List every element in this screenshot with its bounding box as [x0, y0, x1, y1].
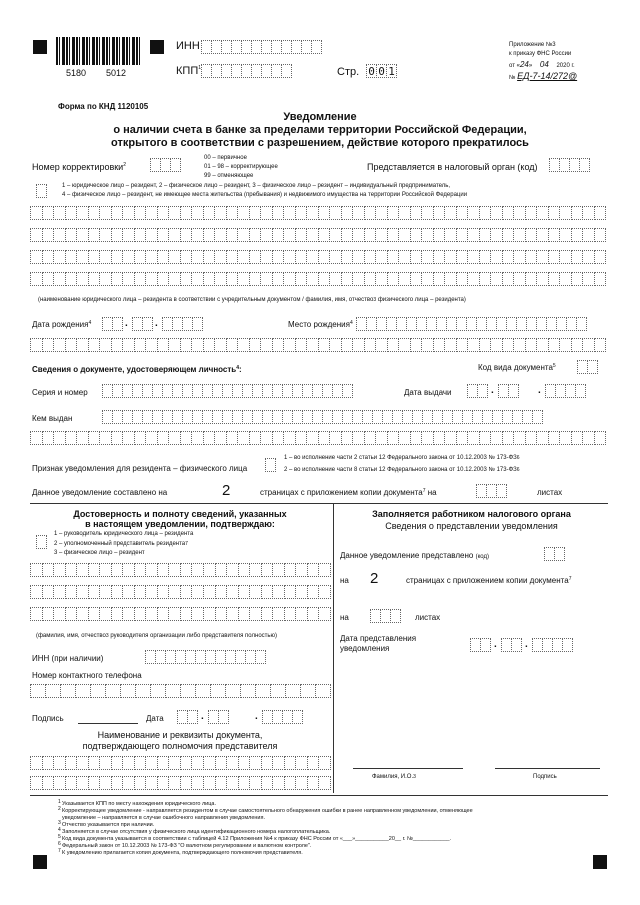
fio-row-1[interactable]	[30, 563, 330, 577]
confirm-role-cell[interactable]	[36, 535, 46, 549]
footnote	[62, 815, 602, 822]
left-date-dot: .	[201, 711, 204, 722]
identity-sup: 4	[236, 365, 239, 371]
footnote	[58, 848, 602, 857]
signature-line[interactable]	[78, 723, 138, 724]
right-pages-text-wrap	[406, 576, 571, 585]
fio-row-2[interactable]	[30, 585, 330, 599]
appendix-year: 2020 г.	[556, 63, 575, 69]
section-divider	[30, 503, 608, 504]
name-caption	[38, 297, 466, 303]
issue-year-cells[interactable]	[545, 384, 585, 398]
sign-opt1: 1 – во исполнение части 2 статьи 12 Федерального закона от 10.12.2003 № 173-ФЗ	[284, 455, 517, 461]
correction-opt1: 00 – первичное	[204, 155, 247, 161]
left-sign-label: Подпись	[32, 714, 64, 723]
corner-marker-top-left	[33, 40, 47, 54]
issue-month-cells[interactable]	[498, 384, 518, 398]
title-line3: открытого в соответствии с разрешением, действие которого прекратилось	[111, 137, 529, 149]
birth-date-label: Дата рождения	[32, 320, 89, 329]
birth-place-label-wrap	[288, 320, 353, 329]
right-year-cells[interactable]	[532, 638, 572, 652]
name-row-2[interactable]	[30, 228, 605, 242]
sign-cell[interactable]	[265, 458, 275, 472]
appendix-number	[509, 71, 577, 81]
issue-date-dot: .	[538, 385, 541, 396]
kpp-cells[interactable]	[201, 64, 291, 78]
footnote-number: 1	[58, 799, 61, 805]
left-year-cells[interactable]	[262, 710, 302, 724]
correction-cells[interactable]	[150, 158, 180, 172]
correction-label: Номер корректировки	[32, 162, 124, 172]
birth-month-cells[interactable]	[132, 317, 152, 331]
corner-marker-bottom-right	[593, 855, 607, 869]
page-digit: 0	[376, 64, 387, 78]
left-inn-label: ИНН (при наличии)	[32, 654, 104, 663]
birth-day-cells[interactable]	[102, 317, 122, 331]
footnote-text: Код вида документа указывается в соответствии с таблицей 4.12 Приложения №4 к приказу ФНС России от «___»___________20__ г. №____________.	[62, 836, 452, 842]
doc-code-sup: 5	[552, 363, 556, 369]
appendix-line3: от «24» 04 2020 г.	[509, 60, 575, 69]
pages-value: 2	[222, 482, 231, 499]
birth-date-dot: .	[155, 318, 158, 329]
birth-place-cells-1[interactable]	[356, 317, 586, 331]
doc-code-cells[interactable]	[577, 360, 597, 374]
appendix-num: ЕД-7-14/272@	[517, 71, 578, 81]
pages-mid: страницах с приложением копии документа	[260, 488, 423, 497]
form-code: Форма по КНД 1120105	[58, 102, 149, 111]
date-submitted-label2: уведомления	[340, 644, 390, 653]
phone-row[interactable]	[30, 684, 330, 698]
category-cell[interactable]	[36, 184, 46, 198]
sheets-label: листах	[537, 488, 563, 497]
corner-marker-top-mid	[150, 40, 164, 54]
sign-opt2-wrap	[284, 467, 520, 473]
fio-label-wrap	[372, 774, 416, 780]
fio-row-3[interactable]	[30, 607, 330, 621]
appendix-line2: к приказу ФНС России	[509, 51, 572, 57]
left-opt2: 2 – уполномоченный представитель резидента	[54, 541, 186, 547]
staff-signature-label: Подпись	[533, 774, 557, 780]
left-opt1: 1 – руководитель юридического лица – резидента	[54, 531, 194, 537]
footnote-text: Отчество указывается при наличии.	[62, 822, 155, 828]
right-subheading: Сведения о представлении уведомления	[385, 521, 558, 531]
footnote-number: 6	[58, 841, 61, 847]
doc-heading2: подтверждающего полномочия представителя	[82, 741, 278, 751]
categories-line2: 4 – физическое лицо – резидент, не имеющее места жительства (пребывания) и недвижимого имущества на территории Российской Федерации	[62, 192, 468, 198]
birth-place-row-2[interactable]	[30, 338, 605, 352]
page-digit: 1	[386, 64, 397, 78]
page-cells	[366, 64, 396, 78]
pages-label: Данное уведомление составлено на	[32, 488, 168, 497]
name-row-1[interactable]	[30, 206, 605, 220]
submitted-label: Данное уведомление представлено	[340, 551, 474, 560]
appendix-date-prefix: от «	[509, 63, 520, 69]
staff-signature-line[interactable]	[495, 768, 600, 769]
sign-label: Признак уведомления для резидента – физического лица	[32, 464, 248, 473]
birth-place-sup: 4	[349, 320, 353, 326]
submitted-code: (код)	[475, 554, 489, 560]
left-opt3: 3 – физическое лицо – резидент	[54, 550, 145, 556]
footnotes	[58, 799, 602, 857]
footnote	[58, 799, 602, 808]
birth-date-label-wrap	[32, 320, 91, 329]
sheets-cells[interactable]	[476, 484, 506, 498]
correction-opt3: 99 – отменяющее	[204, 173, 254, 179]
tax-authority-label: Представляется в налоговый орган (код)	[367, 162, 538, 172]
series-label: Серия и номер	[32, 388, 88, 397]
fio-line[interactable]	[353, 768, 463, 769]
doc-row-1[interactable]	[30, 756, 330, 770]
barcode-number-1: 5180	[66, 68, 87, 78]
appendix-month: 04	[539, 60, 549, 69]
footnote	[58, 827, 602, 836]
fio-label: Фамилия, И.О.	[372, 774, 414, 780]
identity-label-wrap: Сведения о документе, удостоверяющем личность$^4$:	[32, 365, 242, 374]
left-opt2-wrap	[54, 541, 188, 547]
right-date-dot: .	[494, 639, 497, 650]
left-heading2: в настоящем уведомлении, подтверждаю:	[85, 519, 275, 529]
footnote-text: уведомление – направляется в случае ошибочного направления уведомления.	[62, 815, 266, 821]
birth-date-sup: 4	[88, 320, 92, 326]
footnote-number: 2	[58, 806, 61, 812]
appendix-day: 24	[519, 60, 529, 69]
inn-label: ИНН	[176, 40, 200, 52]
left-heading1: Достоверность и полноту сведений, указанных	[73, 509, 287, 519]
sign-opt2-sup: 6	[516, 467, 520, 473]
left-month-cells[interactable]	[208, 710, 228, 724]
kpp-label: КПП	[176, 65, 199, 77]
right-sheets-cells[interactable]	[370, 609, 400, 623]
left-opt2-sup: 7	[185, 541, 188, 547]
page-label: Стр.	[337, 66, 360, 78]
date-submitted-label1: Дата представления	[340, 634, 417, 643]
correction-label-wrap	[32, 162, 126, 172]
footnote	[58, 820, 602, 829]
title-line1: Уведомление	[283, 111, 357, 123]
pages-mid-wrap	[260, 488, 437, 497]
right-on-label: на	[340, 576, 349, 585]
identity-label: Сведения о документе, удостоверяющем личность	[32, 365, 237, 374]
right-heading: Заполняется работником налогового органа	[372, 509, 571, 519]
barcode-number-2: 5012	[106, 68, 127, 78]
right-date-dot: .	[525, 639, 528, 650]
pages-mid-sup: 7	[422, 488, 426, 494]
submitted-code-cells[interactable]	[544, 547, 564, 561]
right-month-cells[interactable]	[501, 638, 521, 652]
tax-authority-cells[interactable]	[549, 158, 589, 172]
left-day-cells[interactable]	[177, 710, 197, 724]
fio-sup: 3	[413, 774, 416, 780]
left-inn-cells[interactable]	[145, 650, 265, 664]
left-caption: (фамилия, имя, отчество	[36, 633, 106, 639]
sign-opt1-wrap	[284, 455, 520, 461]
appendix-line1: Приложение №3	[509, 42, 556, 48]
sign-opt1-sup: 6	[516, 455, 520, 461]
right-sheets-label: листах	[415, 613, 441, 622]
issued-by-cells[interactable]	[102, 410, 542, 424]
footnote	[58, 834, 602, 843]
footnote-number: 4	[58, 827, 61, 833]
correction-sup: 2	[123, 162, 126, 168]
left-caption-end: руководителя организации либо представителя полностью)	[110, 633, 278, 639]
page-digit: 0	[366, 64, 377, 78]
right-pages-text: страницах с приложением копии документа	[406, 576, 569, 585]
doc-code-label-wrap	[478, 363, 556, 372]
issued-by-row-2[interactable]	[30, 431, 605, 445]
name-caption-end: физического лица – резидента)	[377, 297, 466, 303]
right-pages-value: 2	[370, 570, 379, 587]
appendix-num-prefix: №	[509, 75, 516, 81]
footnote-text: Корректирующее уведомление - направляется резидентом в случае самостоятельного обнаружения ошибки в ранее направленном уведомлении, отменяющее	[62, 808, 473, 814]
title-line2: о наличии счета в банке за пределами территории Российской Федерации,	[113, 124, 527, 136]
categories-line1: 1 – юридическое лицо – резидент, 2 – физическое лицо – резидент, 3 – физическое лицо – резидент – индивидуальный предприниматель,	[62, 183, 451, 189]
kpp-label-wrap	[176, 65, 201, 77]
doc-heading1: Наименование и реквизиты документа,	[97, 730, 263, 740]
name-caption-sup: 3	[373, 297, 377, 303]
footnote-number: 7	[58, 848, 61, 854]
issue-date-label: Дата выдачи	[404, 388, 452, 397]
footnote-number: 3	[58, 820, 61, 826]
issued-by-label: Кем выдан	[32, 414, 73, 423]
name-caption-text: (наименование юридического лица – резидента в соответствии с учредительным документом / фамилия, имя, отчество	[38, 297, 374, 303]
birth-place-label: Место рождения	[288, 320, 350, 329]
right-pages-sup: 7	[568, 576, 572, 582]
footnote	[58, 806, 602, 815]
submitted-label-wrap	[340, 551, 489, 560]
doc-row-2[interactable]	[30, 776, 330, 790]
corner-marker-bottom-left	[33, 855, 47, 869]
footnote-text: К уведомлению прилагается копия документа, подтверждающего полномочия представителя.	[62, 850, 303, 856]
name-row-3[interactable]	[30, 250, 605, 264]
footnote-text: Указывается КПП по месту нахождения юридического лица.	[62, 801, 216, 807]
right-on2-label: на	[340, 613, 349, 622]
name-row-4[interactable]	[30, 272, 605, 286]
issue-date-dot: .	[491, 385, 494, 396]
left-date-label: Дата	[146, 714, 164, 723]
left-caption-sup: 3	[105, 633, 109, 639]
footnote-text: Федеральный закон от 10.12.2003 № 173-ФЗ "О валютном регулировании и валютном контроле".	[62, 843, 312, 849]
barcode	[56, 37, 142, 65]
birth-date-dot: .	[125, 318, 128, 329]
footnote-divider	[30, 795, 608, 796]
series-cells[interactable]	[102, 384, 352, 398]
footnote-text: Заполняется в случае отсутствия у физического лица идентификационного номера налогоплательщика.	[62, 829, 331, 835]
correction-opt2: 01 – 98 – корректирующее	[204, 164, 278, 170]
inn-cells[interactable]	[201, 40, 321, 54]
right-day-cells[interactable]	[470, 638, 490, 652]
birth-year-cells[interactable]	[162, 317, 202, 331]
footnote-number: 5	[58, 834, 61, 840]
column-divider	[333, 503, 334, 793]
footnote	[58, 841, 602, 850]
doc-code-label: Код вида документа	[478, 363, 553, 372]
pages-on: на	[427, 488, 437, 497]
issue-day-cells[interactable]	[467, 384, 487, 398]
left-date-dot: .	[255, 711, 258, 722]
kpp-sup: 1	[198, 65, 202, 71]
sign-opt2: 2 – во исполнение части 8 статьи 12 Федерального закона от 10.12.2003 № 173-ФЗ	[284, 467, 517, 473]
left-caption-wrap	[36, 633, 277, 639]
phone-label: Номер контактного телефона	[32, 671, 142, 680]
